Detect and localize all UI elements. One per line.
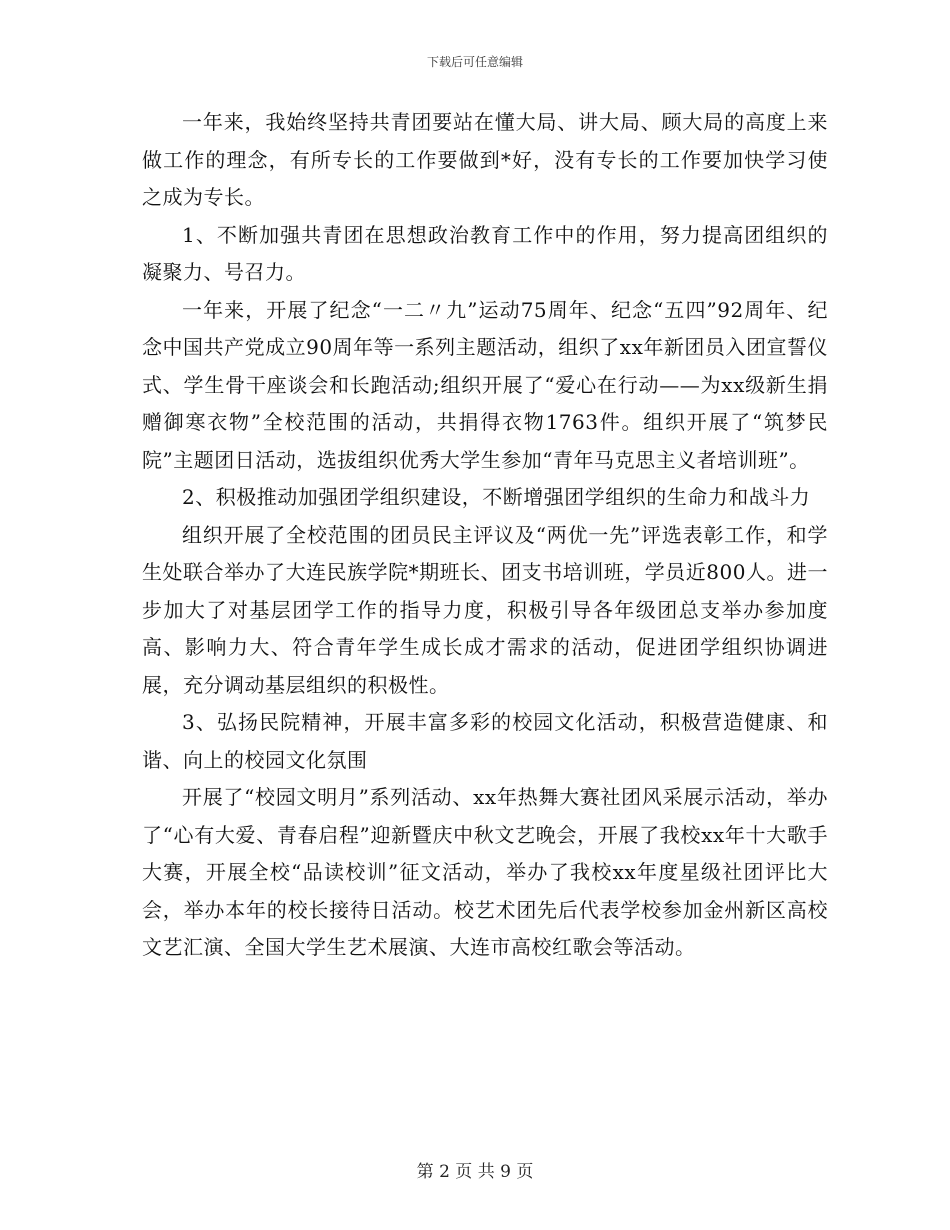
paragraph-organization: 组织开展了全校范围的团员民主评议及“两优一先”评选表彰工作，和学生处联合举办了大连民族学院*期班长、团支书培训班，学员近800人。进一步加大了对基层团学工作的指导力度，积极引导各年级团总支举办参加度高、影响力大、符合青年学生成长成才需求的活动，促进团学组织协调进展，充分调动基层组织的积极性。 — [142, 522, 828, 697]
paragraph-culture: 开展了“校园文明月”系列活动、xx年热舞大赛社团风采展示活动，举办了“心有大爱、青春启程”迎新暨庆中秋文艺晚会，开展了我校xx年十大歌手大赛，开展全校“品读校训”征文活动，举办了我校xx年度星级社团评比大会，举办本年的校长接待日活动。校艺术团先后代表学校参加金州新区高校文艺汇演、全国大学生艺术展演、大连市高校红歌会等活动。 — [142, 785, 828, 959]
paragraph-heading-2: 2、积极推动加强团学组织建设，不断增强团学组织的生命力和战斗力 — [182, 485, 811, 509]
header-note: 下载后可任意编辑 — [426, 55, 523, 69]
document-body — [142, 104, 828, 967]
paragraph-heading-3: 3、弘扬民院精神，开展丰富多彩的校园文化活动，积极营造健康、和谐、向上的校园文化氛围 — [142, 710, 828, 772]
page-number: 第 2 页 共 9 页 — [416, 1162, 534, 1182]
paragraph-activities: 一年来，开展了纪念“一二〃九”运动75周年、纪念“五四”92周年、纪念中国共产党成立90周年等一系列主题活动，组织了xx年新团员入团宣誓仪式、学生骨干座谈会和长跑活动;组织开展了“爱心在行动——为xx级新生捐赠御寒衣物”全校范围的活动，共捐得衣物1763件。组织开展了“筑梦民院”主题团日活动，选拔组织优秀大学生参加“青年马克思主义者培训班”。 — [142, 297, 828, 472]
paragraph-intro: 一年来，我始终坚持共青团要站在懂大局、讲大局、顾大局的高度上来做工作的理念，有所专长的工作要做到*好，没有专长的工作要加快学习使之成为专长。 — [142, 110, 828, 209]
paragraph-heading-1: 1、不断加强共青团在思想政治教育工作中的作用，努力提高团组织的凝聚力、号召力。 — [142, 222, 828, 284]
